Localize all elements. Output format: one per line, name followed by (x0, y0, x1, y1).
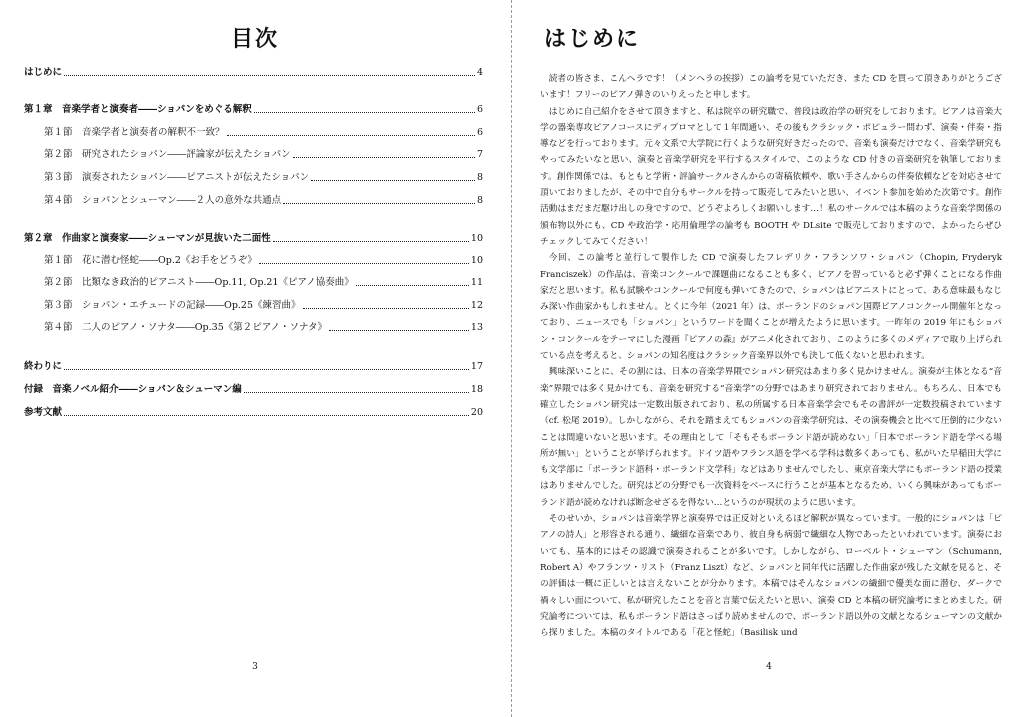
toc-entry-page: 8 (476, 195, 483, 206)
toc-entry-page: 13 (470, 322, 483, 333)
toc-leader-dots (273, 240, 469, 242)
toc-entry (24, 104, 483, 116)
toc-entry (44, 172, 483, 184)
right-page-number: 4 (766, 662, 772, 672)
toc-leader-dots (64, 368, 469, 370)
toc-entry-label: 第１節 花に潜む怪蛇――Op.2《お手をどうぞ》 (44, 255, 257, 266)
toc-leader-dots (64, 74, 475, 76)
toc-leader-dots (356, 284, 469, 286)
toc-leader-dots (64, 414, 469, 416)
toc-entry-page: 17 (470, 361, 483, 372)
toc-entry-page: 7 (476, 149, 483, 160)
toc-entry (44, 300, 483, 312)
toc-leader-dots (293, 156, 475, 158)
toc-entry-label: 第４節 ショパンとシューマン――２人の意外な共通点 (44, 195, 282, 206)
toc-entry-page: 6 (476, 104, 483, 115)
toc-leader-dots (311, 179, 475, 181)
intro-paragraph: はじめに自己紹介をさせて頂きますと、私は院卒の研究職で、普段は政治学の研究をしております。ピアノは音楽大学の器楽専攻ピアノコースにディプロマとして１年間通い、その後もクラシック・ポピュラー問わず、演奏・伴奏・指導などを行っております。元々文系で大学院に行くような研究好きだったので、音楽も演奏だけでなく、音楽学研究もやってみたいなと思い、演奏と音楽学研究を平行するスタイルで、このような CD 付きの音楽研究を執筆しております。創作関係では、もともと学術・評論サークルさんからの寄稿依頼や、歌い手さんからの伴奏依頼などを対応させて頂いておりましたが、その中で自分もサークルを持って販売してみたいと思い、イベント参加を始めた次第です。創作活動はまだまだ駆け出しの身ですので、どうぞよろしくお願いします…！私のサークルでは本稿のような音楽学関係の頒布物以外にも、CD や政治学・応用倫理学の論考も BOOTH や DLsite で販売しておりますので、よかったらぜひチェックしてみてください！ (540, 106, 1002, 247)
intro-paragraph: そのせいか、ショパンは音楽学界と演奏界では正反対といえるほど解釈が異なっています。一般的にショパンは「ピアノの詩人」と形容される通り、繊細な音楽であり、彼自身も病弱で繊細な人物であったといわれています。演奏においても、基本的にはその認識で演奏されることが多いです。しかしながら、ローベルト・シューマン（Schumann, Robert A）やフランツ・リスト（Franz Liszt）など、ショパンと同年代に活躍した作曲家が残した文献を見ると、その評価は一概に正しいとは言えないことが分かります。本稿ではそんなショパンの繊細で優美な面に潜む、ダークで禍々しい面について、私が研究したことを音と言葉で伝えたいと思い、演奏 CD と本稿の研究論考にまとめました。研究論考については、私もポーランド語はさっぱり読めませんので、ポーランド語以外の文献となるシューマンの文献から探りました。本稿のタイトルである「花と怪蛇」（Basilisk und (540, 514, 1002, 639)
toc-entry-label: 参考文献 (24, 407, 63, 418)
toc-entry (44, 149, 483, 161)
toc-entry-page: 20 (470, 407, 483, 418)
toc-entry-label: 第２節 研究されたショパン――評論家が伝えたショパン (44, 149, 291, 160)
intro-paragraph: 読者の皆さま、こんヘラです！（メンヘラの挨拶）この論考を見ていただき、また CD を買って頂きありがとうございます！フリーのピアノ弾きのいりえったと申します。 (540, 74, 1002, 101)
intro-paragraph: 興味深いことに、その割には、日本の音楽学界隈でショパン研究はあまり多く見かけません。演奏が主体となる“音楽”界隈では多く見かけても、音楽を研究する“音楽学”の分野ではあまり研究されておりません。もちろん、日本でも確立したショパン研究は一定数出版されており、私の所属する日本音楽学会でもその書評が一定数投稿されています（cf. 松尾 2019）。しかしながら、それを踏まえてもショパンの音楽学研究は、その演奏機会と比べて圧倒的に少ないことは間違いないと思います。その理由として「そもそもポーランド語が読めない」「日本でポーランド語を学べる場所が無い」ということが挙げられます。ドイツ語やフランス語を学べる学科は数多くあっても、私がいた早稲田大学にも文学部に「ポーランド語科・ポーランド文学科」などはありませんでしたし、東京音楽大学にもポーランド語の授業はありませんでした。研究はどの分野でも一次資料をベースに行うことが基本となるため、いくら興味があってもポーランド語が読めなければ断念せざるを得ない…というのが現状のように思います。 (540, 367, 1002, 508)
toc-entry-label: 第３節 ショパン・エチュードの記録――Op.25《練習曲》 (44, 300, 301, 311)
toc-entry (44, 195, 483, 207)
toc-entry (44, 255, 483, 267)
toc-entry (24, 384, 483, 396)
toc-entry-page: 11 (470, 277, 483, 288)
toc-entry-page: 10 (470, 255, 483, 266)
toc-entry (24, 407, 483, 419)
intro-paragraph: 今回、この論考と並行して製作した CD で演奏したフレデリク・フランソワ・ショパン（Chopin, Fryderyk Franciszek）の作品は、音楽コンクールで課題曲になることも多く、ピアノを習っていると必ず弾くことになる作曲家だと思います。私も試験やコンクールで何度も弾いてきたので、ショパンはピアニストにとって、ある意味最もなじみ深い作曲家かもしれません。とくに今年（2021 年）は、ポーランドのショパン国際ピアノコンクール開催年となっており、ニュースでも「ショパン」というワードを聞くことが増えたように思います。一昨年の 2019 年にもショパン・コンクールをテーマにした漫画『ピアノの森』がアニメ化されており、このように多くのメディアで取り上げられている点を考えると、ショパンの知名度はクラシック音楽界以外でも決して低くないと思われます。 (540, 253, 1002, 362)
left-page (0, 0, 510, 717)
toc-entry-label: 第２章 作曲家と演奏家――シューマンが見抜いた二面性 (24, 233, 271, 244)
toc-entry-label: 第４節 二人のピアノ・ソナタ――Op.35《第２ピアノ・ソナタ》 (44, 322, 328, 333)
toc-title: 目次 (230, 26, 279, 52)
page-divider (511, 0, 512, 717)
toc-entry-page: 10 (470, 233, 483, 244)
toc-leader-dots (254, 111, 475, 113)
toc-entry-page: 18 (470, 384, 483, 395)
toc-entry-page: 12 (470, 300, 483, 311)
toc-entry-label: 第１章 音楽学者と演奏者――ショパンをめぐる解釈 (24, 104, 252, 115)
toc-entry-label: 第３節 演奏されたショパン――ピアニストが伝えたショパン (44, 172, 310, 183)
intro-body (540, 71, 1002, 641)
toc-leader-dots (259, 262, 469, 264)
right-page (514, 0, 1024, 717)
intro-title: はじめに (544, 26, 641, 52)
toc-entry (44, 127, 483, 139)
toc-leader-dots (283, 202, 475, 204)
toc-entry (44, 277, 483, 289)
toc-entry-page: 8 (476, 172, 483, 183)
toc-entry-label: はじめに (24, 67, 63, 78)
toc-entry-page: 4 (476, 67, 483, 78)
toc-entry-label: 第１節 音楽学者と演奏者の解釈不一致？ (44, 127, 225, 138)
toc-entry (24, 361, 483, 373)
toc-entry (24, 67, 483, 79)
left-page-number: 3 (252, 662, 258, 672)
toc-entry-label: 第２節 比類なき政治的ピアニスト――Op.11, Op.21《ピアノ協奏曲》 (44, 277, 354, 288)
toc-entry (44, 322, 483, 334)
toc-leader-dots (329, 329, 469, 331)
toc-leader-dots (303, 307, 469, 309)
toc-leader-dots (227, 134, 475, 136)
toc-leader-dots (244, 391, 469, 393)
toc-entry-label: 終わりに (24, 361, 63, 372)
toc-entry-label: 付録 音楽ノベル紹介――ショパン＆シューマン編 (24, 384, 242, 395)
toc-entry (24, 233, 483, 245)
toc-entry-page: 6 (476, 127, 483, 138)
